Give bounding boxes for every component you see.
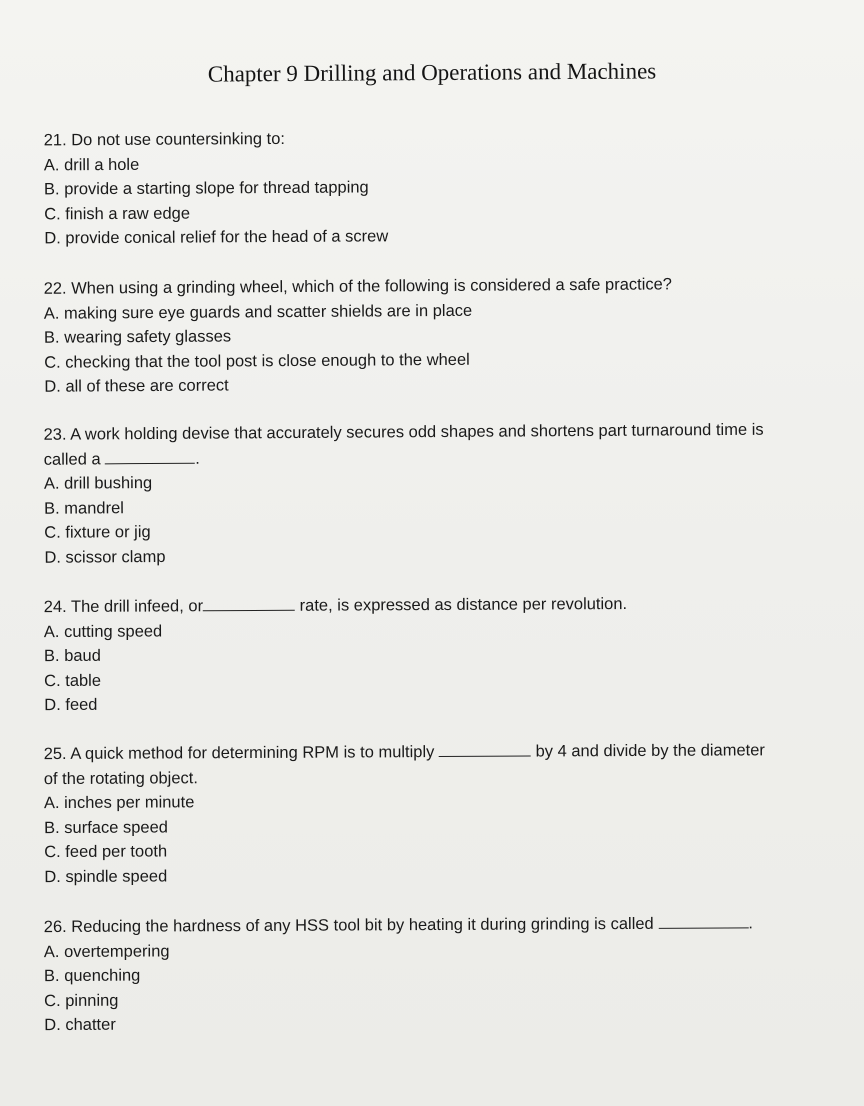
question-prompt-before-blank: Reducing the hardness of any HSS tool bit by heating it during grinding is called — [71, 914, 654, 936]
option-c: C. table — [44, 671, 102, 690]
question-21 — [44, 124, 835, 251]
question-prompt-line1: A work holding devise that accurately secures odd shapes and shortens part turnaround time is — [70, 420, 764, 444]
option-a: A. cutting speed — [43, 621, 163, 641]
question-number: 25. — [43, 744, 67, 764]
option-b: B. quenching — [43, 966, 141, 986]
option-d: D. provide conical relief for the head of a screw — [44, 227, 389, 248]
option-a: A. drill bushing — [43, 474, 153, 493]
option-c: C. checking that the tool post is close enough to the wheel — [44, 350, 470, 372]
option-a: A. drill a hole — [43, 155, 140, 174]
option-b: B. surface speed — [44, 817, 168, 837]
question-text — [44, 738, 834, 767]
answer-blank — [203, 596, 295, 611]
option-a: A. making sure eye guards and scatter shields are in place — [43, 301, 473, 323]
option-d: D. all of these are correct — [44, 376, 229, 396]
question-number: 26. — [43, 917, 67, 937]
option-b: B. provide a starting slope for thread tapping — [43, 178, 369, 199]
option-b: B. mandrel — [44, 498, 124, 518]
question-25 — [44, 738, 835, 889]
option-b: B. wearing safety glasses — [43, 327, 232, 347]
option-d: D. chatter — [44, 1015, 116, 1035]
question-prompt-before-blank: A quick method for determining RPM is to multiply — [70, 743, 435, 763]
option-a: A. inches per minute — [43, 793, 195, 813]
question-text — [44, 911, 834, 940]
answer-blank — [439, 742, 531, 757]
option-c: C. finish a raw edge — [44, 204, 191, 223]
option-c: C. pinning — [44, 991, 119, 1010]
question-number: 21. — [43, 131, 67, 150]
question-number: 23. — [43, 425, 67, 444]
question-24 — [44, 591, 835, 718]
page-title: Chapter 9 Drilling and Operations and Machines — [207, 58, 657, 87]
option-c: C. feed per tooth — [44, 842, 168, 862]
option-d: D. scissor clamp — [44, 547, 166, 567]
question-prompt-before-blank: called a — [43, 449, 101, 469]
question-text-line2: of the rotating object. — [43, 768, 198, 788]
question-prompt-after-blank: . — [748, 914, 753, 933]
question-prompt-after-blank: . — [195, 449, 200, 468]
option-c: C. fixture or jig — [44, 523, 151, 542]
question-prompt: Do not use countersinking to: — [71, 129, 286, 150]
question-prompt-after-blank: by 4 and divide by the diameter — [535, 741, 765, 761]
question-prompt-after-blank: rate, is expressed as distance per revolution. — [299, 595, 628, 615]
option-a: A. overtempering — [43, 941, 170, 961]
answer-blank — [105, 448, 195, 464]
option-d: D. spindle speed — [44, 866, 168, 886]
option-d: D. feed — [44, 695, 98, 715]
question-23 — [43, 417, 834, 570]
question-number: 24. — [43, 597, 67, 617]
answer-blank — [658, 913, 748, 928]
question-prompt: When using a grinding wheel, which of the following is considered a safe practice? — [71, 275, 673, 298]
question-26 — [44, 911, 835, 1038]
question-22 — [44, 271, 835, 399]
question-number: 22. — [43, 279, 67, 298]
option-b: B. baud — [43, 646, 101, 666]
question-prompt-before-blank: The drill infeed, or — [70, 597, 204, 616]
